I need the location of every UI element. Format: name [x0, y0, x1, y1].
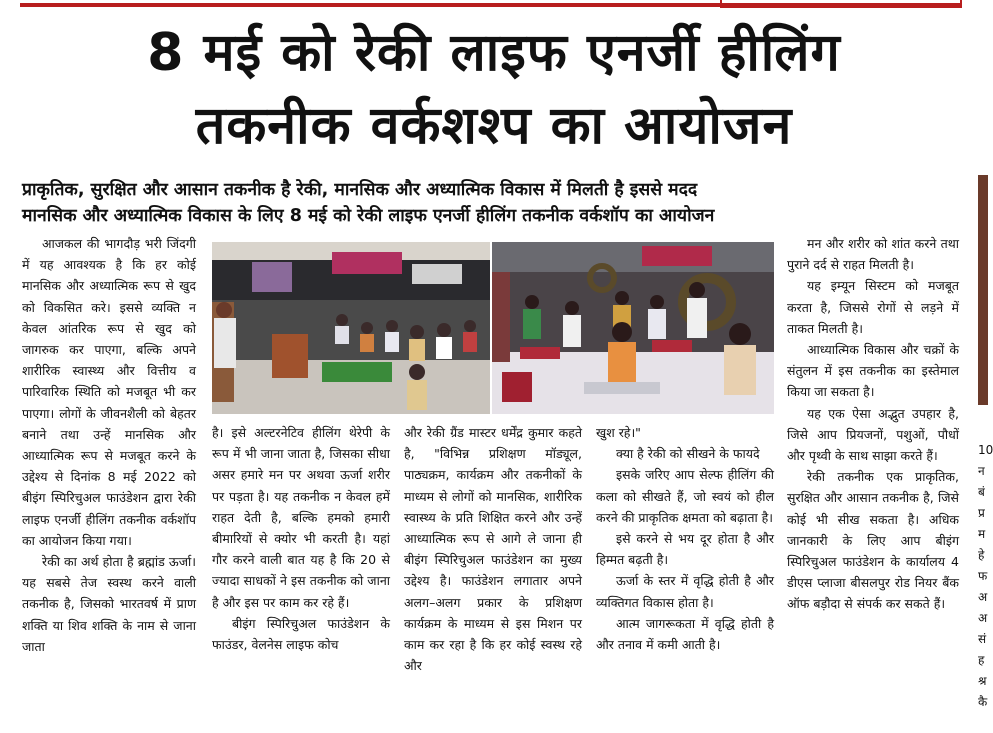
headline-line-2: तकनीक वर्कशश्प का आयोजन — [195, 96, 793, 156]
edge-line: ह — [978, 653, 985, 667]
paragraph: बीइंग स्पिरिचुअल फाउंडेशन के फाउंडर, वेलनेस लाइफ कोच — [212, 615, 390, 653]
edge-line: म — [978, 527, 986, 541]
paragraph: और रेकी ग्रैंड मास्टर धर्मेंद्र कुमार कहते है, "विभिन्न प्रशिक्षण मॉड्यूल, पाठ्यक्रम, कार्यक्रम और तकनीकों के माध्यम से लोगों को मानसिक, शारीरिक स्वास्थ्य के प्रति शिक्षित करने और उन्हें आध्यात्मिक रूप से आगे ले जाना ही बीइंग स्पिरिचुअल फाउंडेशन का मुख्य उद्देश्य है। फाउंडेशन लगातार अपने अलग–अलग प्रकार के प्रशिक्षण कार्यक्रम के माध्यम से इस मिशन पर काम कर रहा है कि हर कोई स्वस्थ रहे और — [404, 425, 582, 674]
article-column-2 — [212, 422, 390, 720]
paragraph: यह एक ऐसा अद्भुत उपहार है, जिसे आप प्रियजनों, पशुओं, पौधों और पृथ्वी के साथ साझा करते हैं। — [787, 405, 959, 464]
meditation-group-image — [492, 242, 774, 414]
paragraph: आत्म जागरूकता में वृद्धि होती है और तनाव में कमी आती है। — [596, 615, 774, 653]
article-column-1 — [22, 233, 196, 720]
edge-line: अ — [978, 611, 988, 625]
paragraph: ऊर्जा के स्तर में वृद्धि होती है और व्यक्तिगत विकास होता है। — [596, 573, 774, 610]
subheadline-line-2: मानसिक और अध्यात्मिक विकास के लिए 8 मई को रेकी लाइफ एनर्जी हीलिंग तकनीक वर्कशॉप का आयोजन — [22, 206, 715, 226]
article-column-5 — [787, 233, 959, 720]
edge-line: अ — [978, 590, 988, 604]
paragraph: आजकल की भागदौड़ भरी जिंदगी में यह आवश्यक है कि हर कोई मानसिक और अध्यात्मिक रूप से खुद को विकसित करे। इससे व्यक्ति न केवल आंतरिक रूप से खुद को जागरुक कर पाएगा, बल्कि अपने शारीरिक स्वास्थ्य और वित्तीय व पारिवारिक स्थिति को मजबूत भी कर पाएगा। लोगों के जीवनशैली को बेहतर बनाने तथा उन्हें मानसिक और आध्यात्मिक रूप से मजबूत करने के उद्देश्य से दिनांक 8 मई 2022 को बीइंग स्पिरिचुअल फाउंडेशन द्वारा रेकी लाइफ एनर्जी हीलिंग तकनीक वर्कशॉप का आयोजन किया गया। — [22, 236, 196, 548]
paragraph: मन और शरीर को शांत करने तथा पुराने दर्द से राहत मिलती है। — [787, 236, 959, 273]
paragraph: यह इम्यून सिस्टम को मजबूत करता है, जिससे रोगों से लड़ने में ताकत मिलती है। — [787, 278, 959, 336]
edge-line: हे — [978, 548, 985, 562]
paragraph: इसके जरिए आप सेल्फ हीलिंग की कला को सीखते हैं, जो स्वयं को हील करने की प्राकृतिक क्षमता को बढ़ाता है। — [596, 467, 774, 525]
paragraph: खुश रहे।" — [596, 425, 641, 440]
edge-line: प्र — [978, 506, 985, 520]
workshop-hall-image — [212, 242, 490, 414]
workshop-photo-right — [492, 242, 774, 414]
edge-line: बं — [978, 485, 985, 499]
subheadline-line-1: प्राकृतिक, सुरक्षित और आसान तकनीक है रेकी, मानसिक और अध्यात्मिक विकास में मिलती है इससे मदद — [22, 180, 698, 200]
headline-line-1: 8 मई को रेकी लाइफ एनर्जी हीलिंग — [147, 23, 841, 83]
edge-line: न — [978, 464, 985, 478]
workshop-photo-left — [212, 242, 490, 414]
adjacent-article-photo-edge — [978, 175, 988, 405]
paragraph: रेकी का अर्थ होता है ब्रह्मांड ऊर्जा। यह सबसे तेज स्वस्थ करने वाली तकनीक है, जिसको भारतवर्ष में प्राण शक्ति या शिव शक्ति के नाम से जाना जाता — [22, 554, 196, 654]
paragraph: इसे करने से भय दूर होता है और हिम्मत बढ़ती है। — [596, 531, 774, 568]
paragraph: है। इसे अल्टरनेटिव हीलिंग थेरेपी के रूप में भी जाना जाता है, जिसका सीधा असर हमारे मन पर अथवा ऊर्जा शरीर पर पड़ता है। यह तकनीक न केवल हमें राहत देती है, बल्कि हमको हमारी बीमारियों से क्योर भी करती है। यहां गौर करने वाली बात यह है कि 20 से ज्यादा साधकों ने इस तकनीक को जाना है और इस पर काम कर रहे हैं। — [212, 425, 390, 610]
section-heading: क्या है रेकी को सीखने के फायदे — [616, 446, 760, 462]
edge-line: श्र — [978, 674, 987, 688]
paragraph: रेकी तकनीक एक प्राकृतिक, सुरक्षित और आसान तकनीक है, जिसे कोई भी सीख सकता है। अधिक जानकारी के लिए आप बीइंग स्पिरिचुअल फाउंडेशन के कार्यालय 4 डीएस प्लाजा बीसलपुर रोड नियर बैंक ऑफ बड़ौदा से संपर्क कर सकते हैं। — [787, 469, 959, 612]
edge-line: 10 — [978, 443, 993, 457]
adjacent-article-text-edge — [978, 440, 993, 713]
edge-line: कै — [978, 695, 988, 709]
paragraph: आध्यात्मिक विकास और चक्रों के संतुलन में इस तकनीक का इस्तेमाल किया जा सकता है। — [787, 342, 959, 400]
top-box-rule — [720, 0, 962, 8]
article-column-4 — [596, 422, 774, 720]
edge-line: सं — [978, 632, 987, 646]
edge-line: फ — [978, 569, 988, 583]
article-column-3 — [404, 422, 582, 720]
